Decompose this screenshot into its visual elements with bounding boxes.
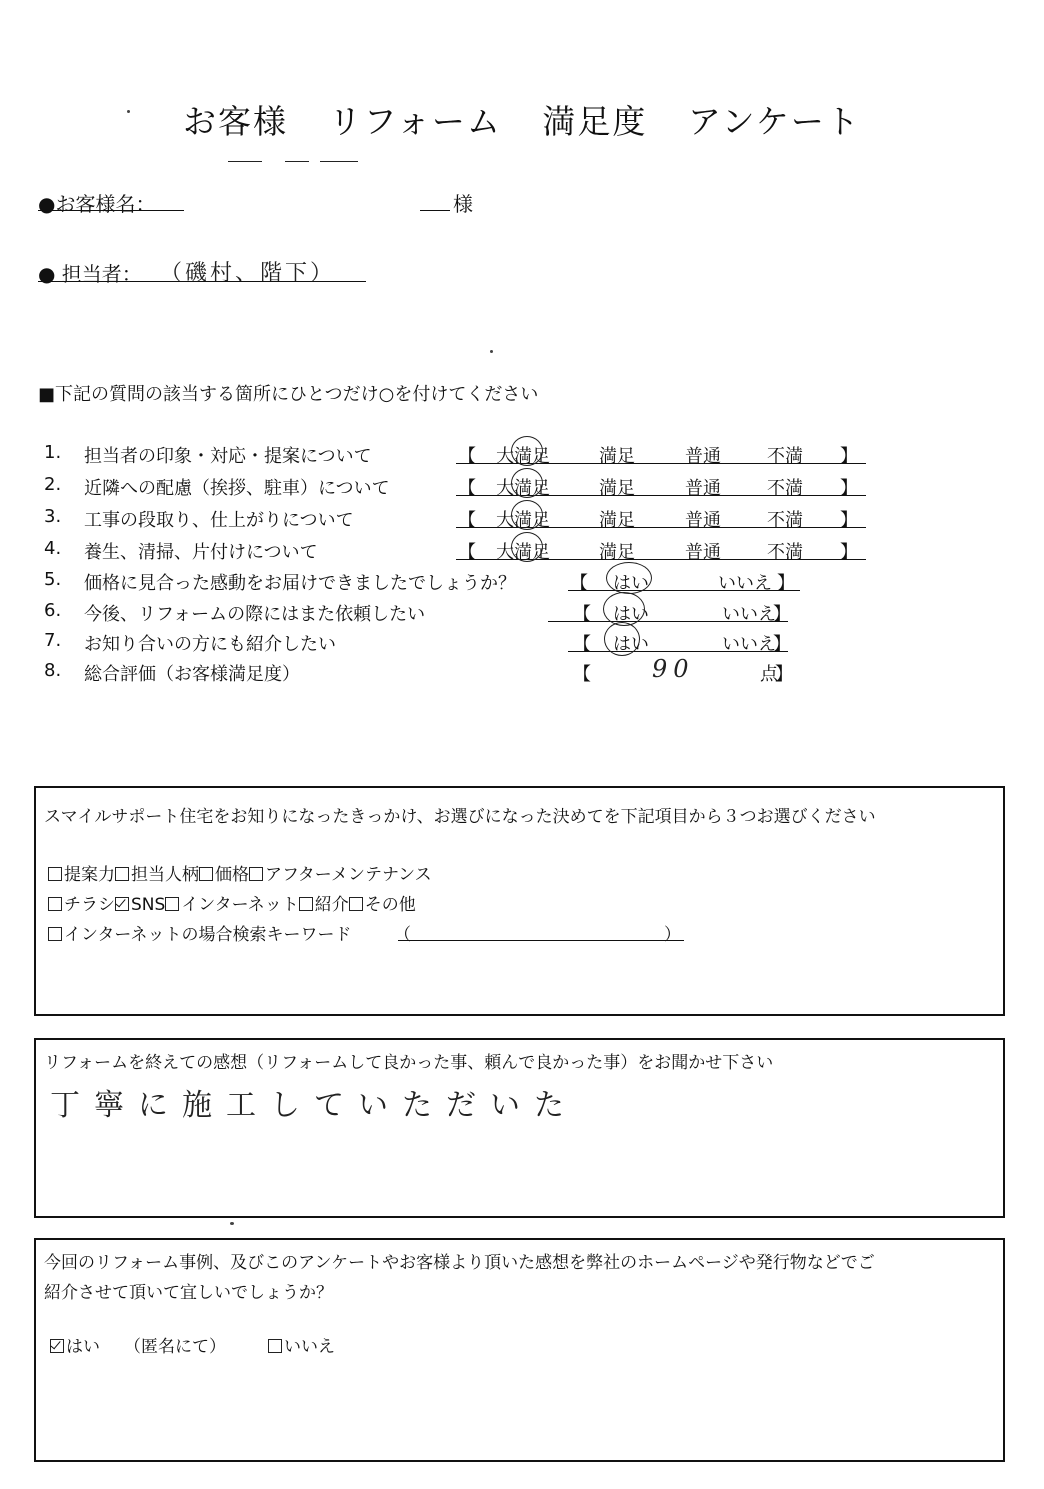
title-part: リフォーム [328,102,502,141]
checkbox-icon [48,867,62,881]
option-futsu[interactable]: 普通 [685,478,721,499]
selection-circle [511,468,543,498]
bracket-close: 】 [840,542,858,563]
publish-no-label: いいえ [284,1337,335,1357]
question-number: 8. [44,660,62,681]
option-manzoku[interactable]: 満足 [599,446,635,467]
bracket-close: 】 [840,446,858,467]
question-number: 5. [44,569,62,590]
selection-circle [511,532,543,562]
checkbox-icon [299,897,313,911]
publish-heading-line1: 今回のリフォーム事例、及びこのアンケートやお客様より頂いた感想を弊社のホームページや発行物などでご [44,1253,875,1273]
staff-label: ● 担当者： [38,262,142,286]
source-checklist-row1 [48,860,432,885]
publish-yes-option[interactable] [50,1332,226,1357]
option-iie[interactable]: いいえ [718,573,772,594]
bracket-open: 【 [458,446,476,467]
checkbox-after-maintenance[interactable]: アフターメンテナンス [249,865,432,885]
selection-circle [511,500,543,530]
checkbox-icon [268,1339,282,1353]
option-fuman[interactable]: 不満 [767,510,803,531]
question-text: お知り合いの方にも紹介したい [84,634,336,655]
title-dash [320,161,358,162]
keyword-close-paren: ） [664,925,681,945]
score-value[interactable]: 90 [652,655,695,683]
score-unit: 点 [760,664,778,685]
impression-heading: リフォームを終えての感想（リフォームして良かった事、頼んで良かった事）をお聞かせ下さい [44,1053,774,1073]
bracket-close: 】 [840,510,858,531]
title-dash [228,161,262,162]
question-number: 3. [44,506,62,527]
answer-underline [548,621,788,622]
bracket-close: 】 [777,573,795,594]
checkbox-chirashi[interactable]: チラシ [48,895,115,915]
bracket-open: 【 [458,542,476,563]
option-dai-manzoku[interactable]: 大満足 [496,542,550,563]
option-manzoku[interactable]: 満足 [599,478,635,499]
checkbox-icon [199,867,213,881]
question-number: 2. [44,474,62,495]
checkbox-tantou-hitogara[interactable]: 担当人柄 [115,865,199,885]
option-futsu[interactable]: 普通 [685,542,721,563]
question-text: 担当者の印象・対応・提案について [84,446,372,467]
publish-box [34,1238,1005,1462]
bracket-open: 【 [573,634,591,655]
checkbox-icon [48,897,62,911]
title-part: お客様 [183,102,289,141]
keyword-open-paren: （ [394,925,411,945]
publish-heading-line2: 紹介させて頂いて宜しいでしょうか？ [44,1283,333,1303]
checkbox-icon [165,897,179,911]
title-dash [285,161,309,162]
option-fuman[interactable]: 不満 [767,446,803,467]
option-futsu[interactable]: 普通 [685,446,721,467]
answer-underline [568,590,800,591]
customer-suffix-underline [420,210,450,211]
keyword-row [48,920,351,945]
checkbox-sns[interactable]: SNS [115,895,165,915]
question-number: 4. [44,538,62,559]
bracket-close: 】 [773,634,791,655]
customer-name-label: ●お客様名： [38,192,156,216]
checkbox-icon [349,897,363,911]
checkbox-sonota[interactable]: その他 [349,895,416,915]
title-part: 満足度 [542,102,648,141]
checkbox-keyword[interactable]: インターネットの場合検索キーワード [48,925,351,945]
question-number: 6. [44,600,62,621]
publish-yes-note: （匿名にて） [124,1337,226,1357]
option-manzoku[interactable]: 満足 [599,510,635,531]
scan-speck [230,1222,234,1225]
question-text: 総合評価（お客様満足度） [84,664,300,685]
question-text: 工事の段取り、仕上がりについて [84,510,354,531]
checkbox-icon [249,867,263,881]
customer-suffix: 様 [453,192,473,216]
bracket-close: 】 [840,478,858,499]
instruction-text: ■下記の質問の該当する箇所にひとつだけ○を付けてください [38,384,539,405]
checkbox-icon [115,867,129,881]
answer-underline [568,651,788,652]
question-text: 今後、リフォームの際にはまた依頼したい [84,604,426,625]
title-part: アンケート [687,102,861,141]
checkbox-teianryoku[interactable]: 提案力 [48,865,115,885]
checkbox-shoukai[interactable]: 紹介 [299,895,349,915]
customer-label-underline [38,210,184,211]
source-checklist-row2 [48,890,416,915]
bracket-close: 】 [775,664,793,685]
page-title [0,96,1044,143]
staff-underline [38,281,366,282]
option-dai-manzoku[interactable]: 大満足 [496,510,550,531]
option-iie[interactable]: いいえ [722,634,776,655]
option-manzoku[interactable]: 満足 [599,542,635,563]
publish-no-option[interactable] [268,1332,335,1357]
option-iie[interactable]: いいえ [722,604,776,625]
question-number: 1. [44,442,62,463]
option-hai[interactable]: はい [613,573,649,594]
source-box-heading: スマイルサポート住宅をお知りになったきっかけ、お選びになった決めてを下記項目から３つお選びください [44,807,876,827]
keyword-underline [398,940,684,941]
publish-yes-label: はい [66,1337,100,1357]
checkbox-kakaku[interactable]: 価格 [199,865,249,885]
option-hai[interactable]: はい [613,604,649,625]
option-futsu[interactable]: 普通 [685,510,721,531]
question-text: 近隣への配慮（挨拶、駐車）について [84,478,390,499]
option-dai-manzoku[interactable]: 大満足 [496,478,550,499]
question-text: 価格に見合った感動をお届けできましたでしょうか？ [84,573,516,594]
scan-speck [127,110,130,113]
impression-answer[interactable]: 丁寧に施工していただいた [50,1088,578,1123]
selection-circle [603,592,645,626]
checkbox-internet[interactable]: インターネット [165,895,298,915]
question-text: 養生、清掃、片付けについて [84,542,318,563]
bracket-open: 【 [573,604,591,625]
option-hai[interactable]: はい [613,634,649,655]
staff-value[interactable]: （磯村、階下） [160,261,336,286]
scan-speck [490,350,493,353]
question-number: 7. [44,630,62,651]
selection-circle [511,436,543,466]
impression-box [34,1038,1005,1218]
bracket-open: 【 [570,573,588,594]
selection-circle [604,622,640,656]
checkbox-checked-icon [50,1339,64,1353]
option-dai-manzoku[interactable]: 大満足 [496,446,550,467]
bracket-open: 【 [458,478,476,499]
bracket-open: 【 [458,510,476,531]
bracket-open: 【 [573,664,591,685]
checkbox-checked-icon [115,897,129,911]
checkbox-icon [48,927,62,941]
selection-circle [606,562,652,594]
source-box [34,786,1005,1016]
bracket-close: 】 [773,604,791,625]
option-fuman[interactable]: 不満 [767,542,803,563]
option-fuman[interactable]: 不満 [767,478,803,499]
